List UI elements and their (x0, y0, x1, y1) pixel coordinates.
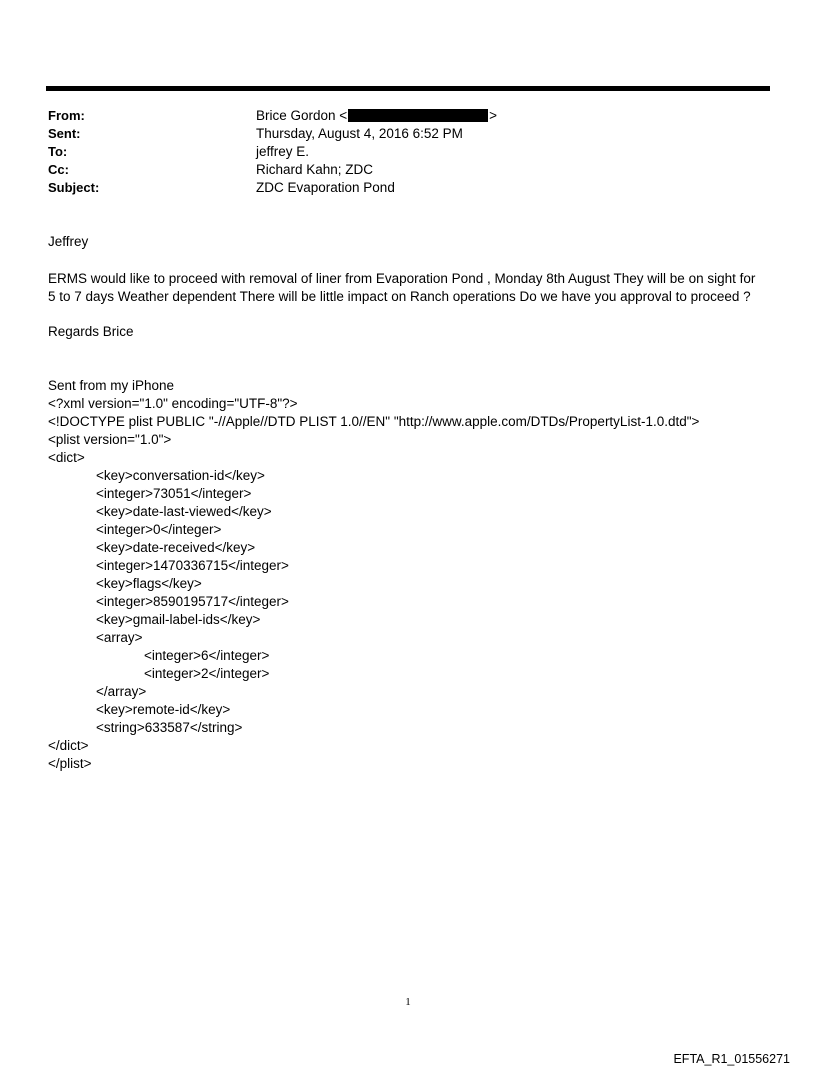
plist-line: </plist> (48, 756, 92, 771)
message-line-1: ERMS would like to proceed with removal of liner from Evaporation Pond , Monday 8th August They will be on sight for (48, 271, 756, 286)
signature: Sent from my iPhone (48, 378, 175, 393)
subject-label: Subject: (48, 180, 100, 195)
cc-value: Richard Kahn; ZDC (256, 162, 374, 177)
plist-line: </dict> (48, 738, 89, 753)
plist-line: <string>633587</string> (96, 720, 243, 735)
redacted-email-block (348, 109, 488, 122)
plist-line: <integer>6</integer> (144, 648, 270, 663)
plist-line: <key>flags</key> (96, 576, 202, 591)
plist-line: <integer>73051</integer> (96, 486, 252, 501)
message-line-2: 5 to 7 days Weather dependent There will be little impact on Ranch operations Do we have you approval to proceed ? (48, 289, 751, 304)
plist-line: <integer>0</integer> (96, 522, 222, 537)
plist-line: <integer>8590195717</integer> (96, 594, 289, 609)
to-value: jeffrey E. (256, 144, 310, 159)
plist-line: <?xml version="1.0" encoding="UTF-8"?> (48, 396, 298, 411)
plist-line: </array> (96, 684, 147, 699)
sent-label: Sent: (48, 126, 81, 141)
plist-line: <key>date-last-viewed</key> (96, 504, 272, 519)
plist-line: <key>gmail-label-ids</key> (96, 612, 261, 627)
bates-number: EFTA_R1_01556271 (673, 1052, 790, 1066)
plist-line: <integer>2</integer> (144, 666, 270, 681)
plist-line: <key>remote-id</key> (96, 702, 231, 717)
from-label: From: (48, 108, 85, 123)
header-divider-rule (46, 86, 770, 91)
page-number: 1 (405, 996, 411, 1008)
plist-line: <array> (96, 630, 143, 645)
sent-value: Thursday, August 4, 2016 6:52 PM (256, 126, 463, 141)
plist-line: <key>date-received</key> (96, 540, 256, 555)
from-name: Brice Gordon < (256, 108, 348, 123)
from-value (256, 107, 497, 125)
subject-value: ZDC Evaporation Pond (256, 180, 395, 195)
cc-label: Cc: (48, 162, 69, 177)
to-label: To: (48, 144, 68, 159)
plist-line: <plist version="1.0"> (48, 432, 172, 447)
greeting: Jeffrey (48, 234, 89, 249)
plist-line: <dict> (48, 450, 85, 465)
plist-line: <integer>1470336715</integer> (96, 558, 289, 573)
plist-line: <key>conversation-id</key> (96, 468, 265, 483)
from-close-bracket: > (489, 108, 498, 123)
plist-line: <!DOCTYPE plist PUBLIC "-//Apple//DTD PLIST 1.0//EN" "http://www.apple.com/DTDs/PropertyList-1.0.dtd"> (48, 414, 700, 429)
closing: Regards Brice (48, 324, 134, 339)
